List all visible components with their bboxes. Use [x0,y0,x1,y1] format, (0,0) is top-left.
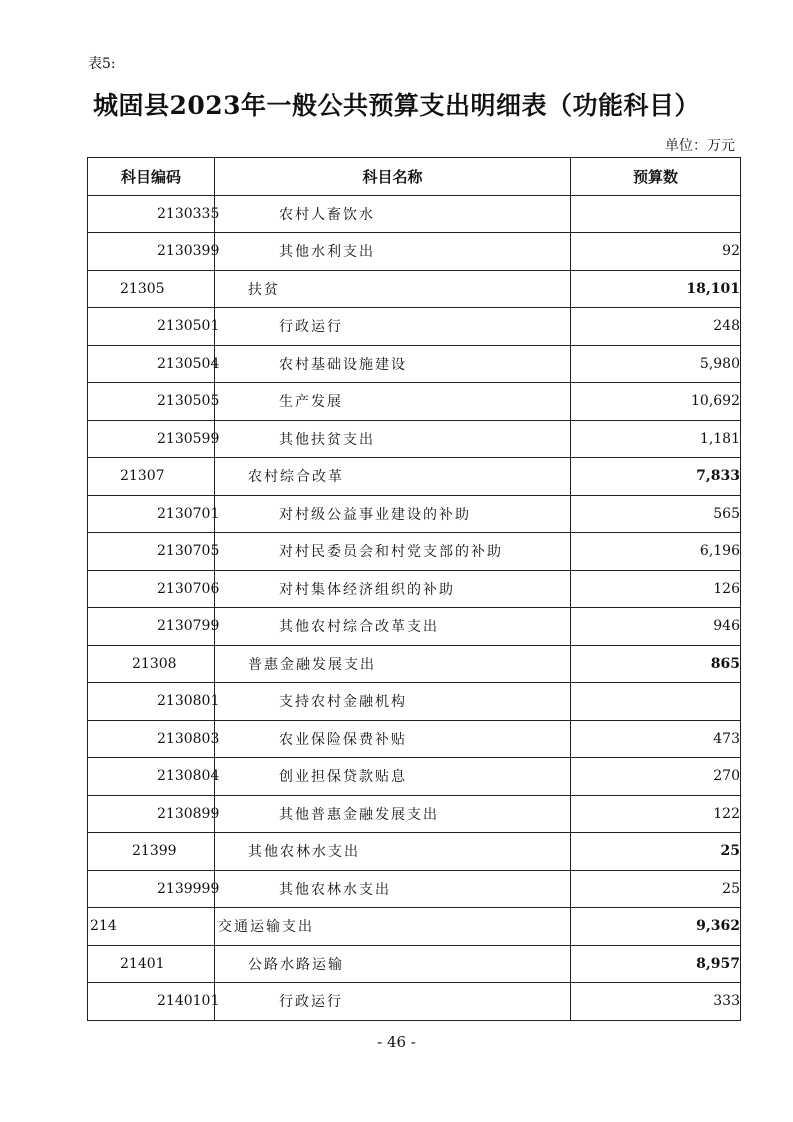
row-code: 21399 [88,833,215,871]
row-name: 对村民委员会和村党支部的补助 [215,533,571,571]
table-row [88,195,741,233]
row-name: 其他普惠金融发展支出 [215,795,571,833]
row-code: 2130799 [88,608,215,646]
row-amount: 25 [571,833,741,871]
row-code: 2130705 [88,533,215,571]
table-row [88,420,741,458]
row-name: 对村级公益事业建设的补助 [215,495,571,533]
row-code: 2130399 [88,233,215,271]
row-amount: 9,362 [571,908,741,946]
table-row [88,758,741,796]
row-code: 2130501 [88,308,215,346]
row-code: 2130801 [88,683,215,721]
row-amount: 10,692 [571,383,741,421]
row-name: 支持农村金融机构 [215,683,571,721]
row-amount: 92 [571,233,741,271]
row-name: 交通运输支出 [215,908,571,946]
table-row [88,720,741,758]
row-name: 行政运行 [215,983,571,1021]
row-name: 扶贫 [215,270,571,308]
row-name: 创业担保贷款贴息 [215,758,571,796]
header-amount: 预算数 [571,158,741,196]
row-code: 2130804 [88,758,215,796]
row-code: 2130599 [88,420,215,458]
table-row [88,270,741,308]
row-code: 2140101 [88,983,215,1021]
row-amount [571,683,741,721]
row-amount: 5,980 [571,345,741,383]
row-name: 其他扶贫支出 [215,420,571,458]
row-code: 21308 [88,645,215,683]
table-row [88,533,741,571]
row-amount: 122 [571,795,741,833]
table-row [88,945,741,983]
row-code: 21307 [88,458,215,496]
row-code: 2130505 [88,383,215,421]
header-name: 科目名称 [215,158,571,196]
table-row [88,570,741,608]
row-name: 农村基础设施建设 [215,345,571,383]
row-amount: 25 [571,870,741,908]
table-row [88,495,741,533]
unit-label: 单位：万元 [665,138,735,154]
table-row [88,458,741,496]
row-amount: 248 [571,308,741,346]
row-name: 农村人畜饮水 [215,195,571,233]
row-name: 农业保险保费补贴 [215,720,571,758]
row-code: 214 [88,908,215,946]
table-row [88,795,741,833]
row-name: 农村综合改革 [215,458,571,496]
budget-table [87,157,741,1021]
table-row [88,683,741,721]
row-code: 2139999 [88,870,215,908]
row-name: 其他农村综合改革支出 [215,608,571,646]
row-amount [571,195,741,233]
page-number: - 46 - [377,1033,416,1051]
row-amount: 126 [571,570,741,608]
row-code: 2130899 [88,795,215,833]
row-amount: 18,101 [571,270,741,308]
row-amount: 7,833 [571,458,741,496]
row-amount: 865 [571,645,741,683]
table-label: 表5: [88,56,116,72]
table-row [88,308,741,346]
row-amount: 270 [571,758,741,796]
row-amount: 333 [571,983,741,1021]
row-amount: 6,196 [571,533,741,571]
row-code: 2130504 [88,345,215,383]
row-code: 2130803 [88,720,215,758]
row-amount: 1,181 [571,420,741,458]
row-name: 生产发展 [215,383,571,421]
table-row [88,645,741,683]
row-amount: 565 [571,495,741,533]
table-row [88,383,741,421]
row-code: 2130335 [88,195,215,233]
row-code: 2130706 [88,570,215,608]
row-name: 其他农林水支出 [215,833,571,871]
row-amount: 946 [571,608,741,646]
row-code: 21305 [88,270,215,308]
table-row [88,233,741,271]
row-code: 2130701 [88,495,215,533]
table-row [88,345,741,383]
row-name: 行政运行 [215,308,571,346]
table-row [88,870,741,908]
row-name: 对村集体经济组织的补助 [215,570,571,608]
row-amount: 8,957 [571,945,741,983]
table-row [88,833,741,871]
table-row [88,608,741,646]
table-row [88,908,741,946]
table-row [88,983,741,1021]
row-code: 21401 [88,945,215,983]
row-name: 公路水路运输 [215,945,571,983]
table-header-row [88,158,741,196]
row-name: 普惠金融发展支出 [215,645,571,683]
header-code: 科目编码 [88,158,215,196]
document-title: 城固县2023年一般公共预算支出明细表（功能科目） [92,91,701,120]
row-name: 其他水利支出 [215,233,571,271]
row-name: 其他农林水支出 [215,870,571,908]
row-amount: 473 [571,720,741,758]
